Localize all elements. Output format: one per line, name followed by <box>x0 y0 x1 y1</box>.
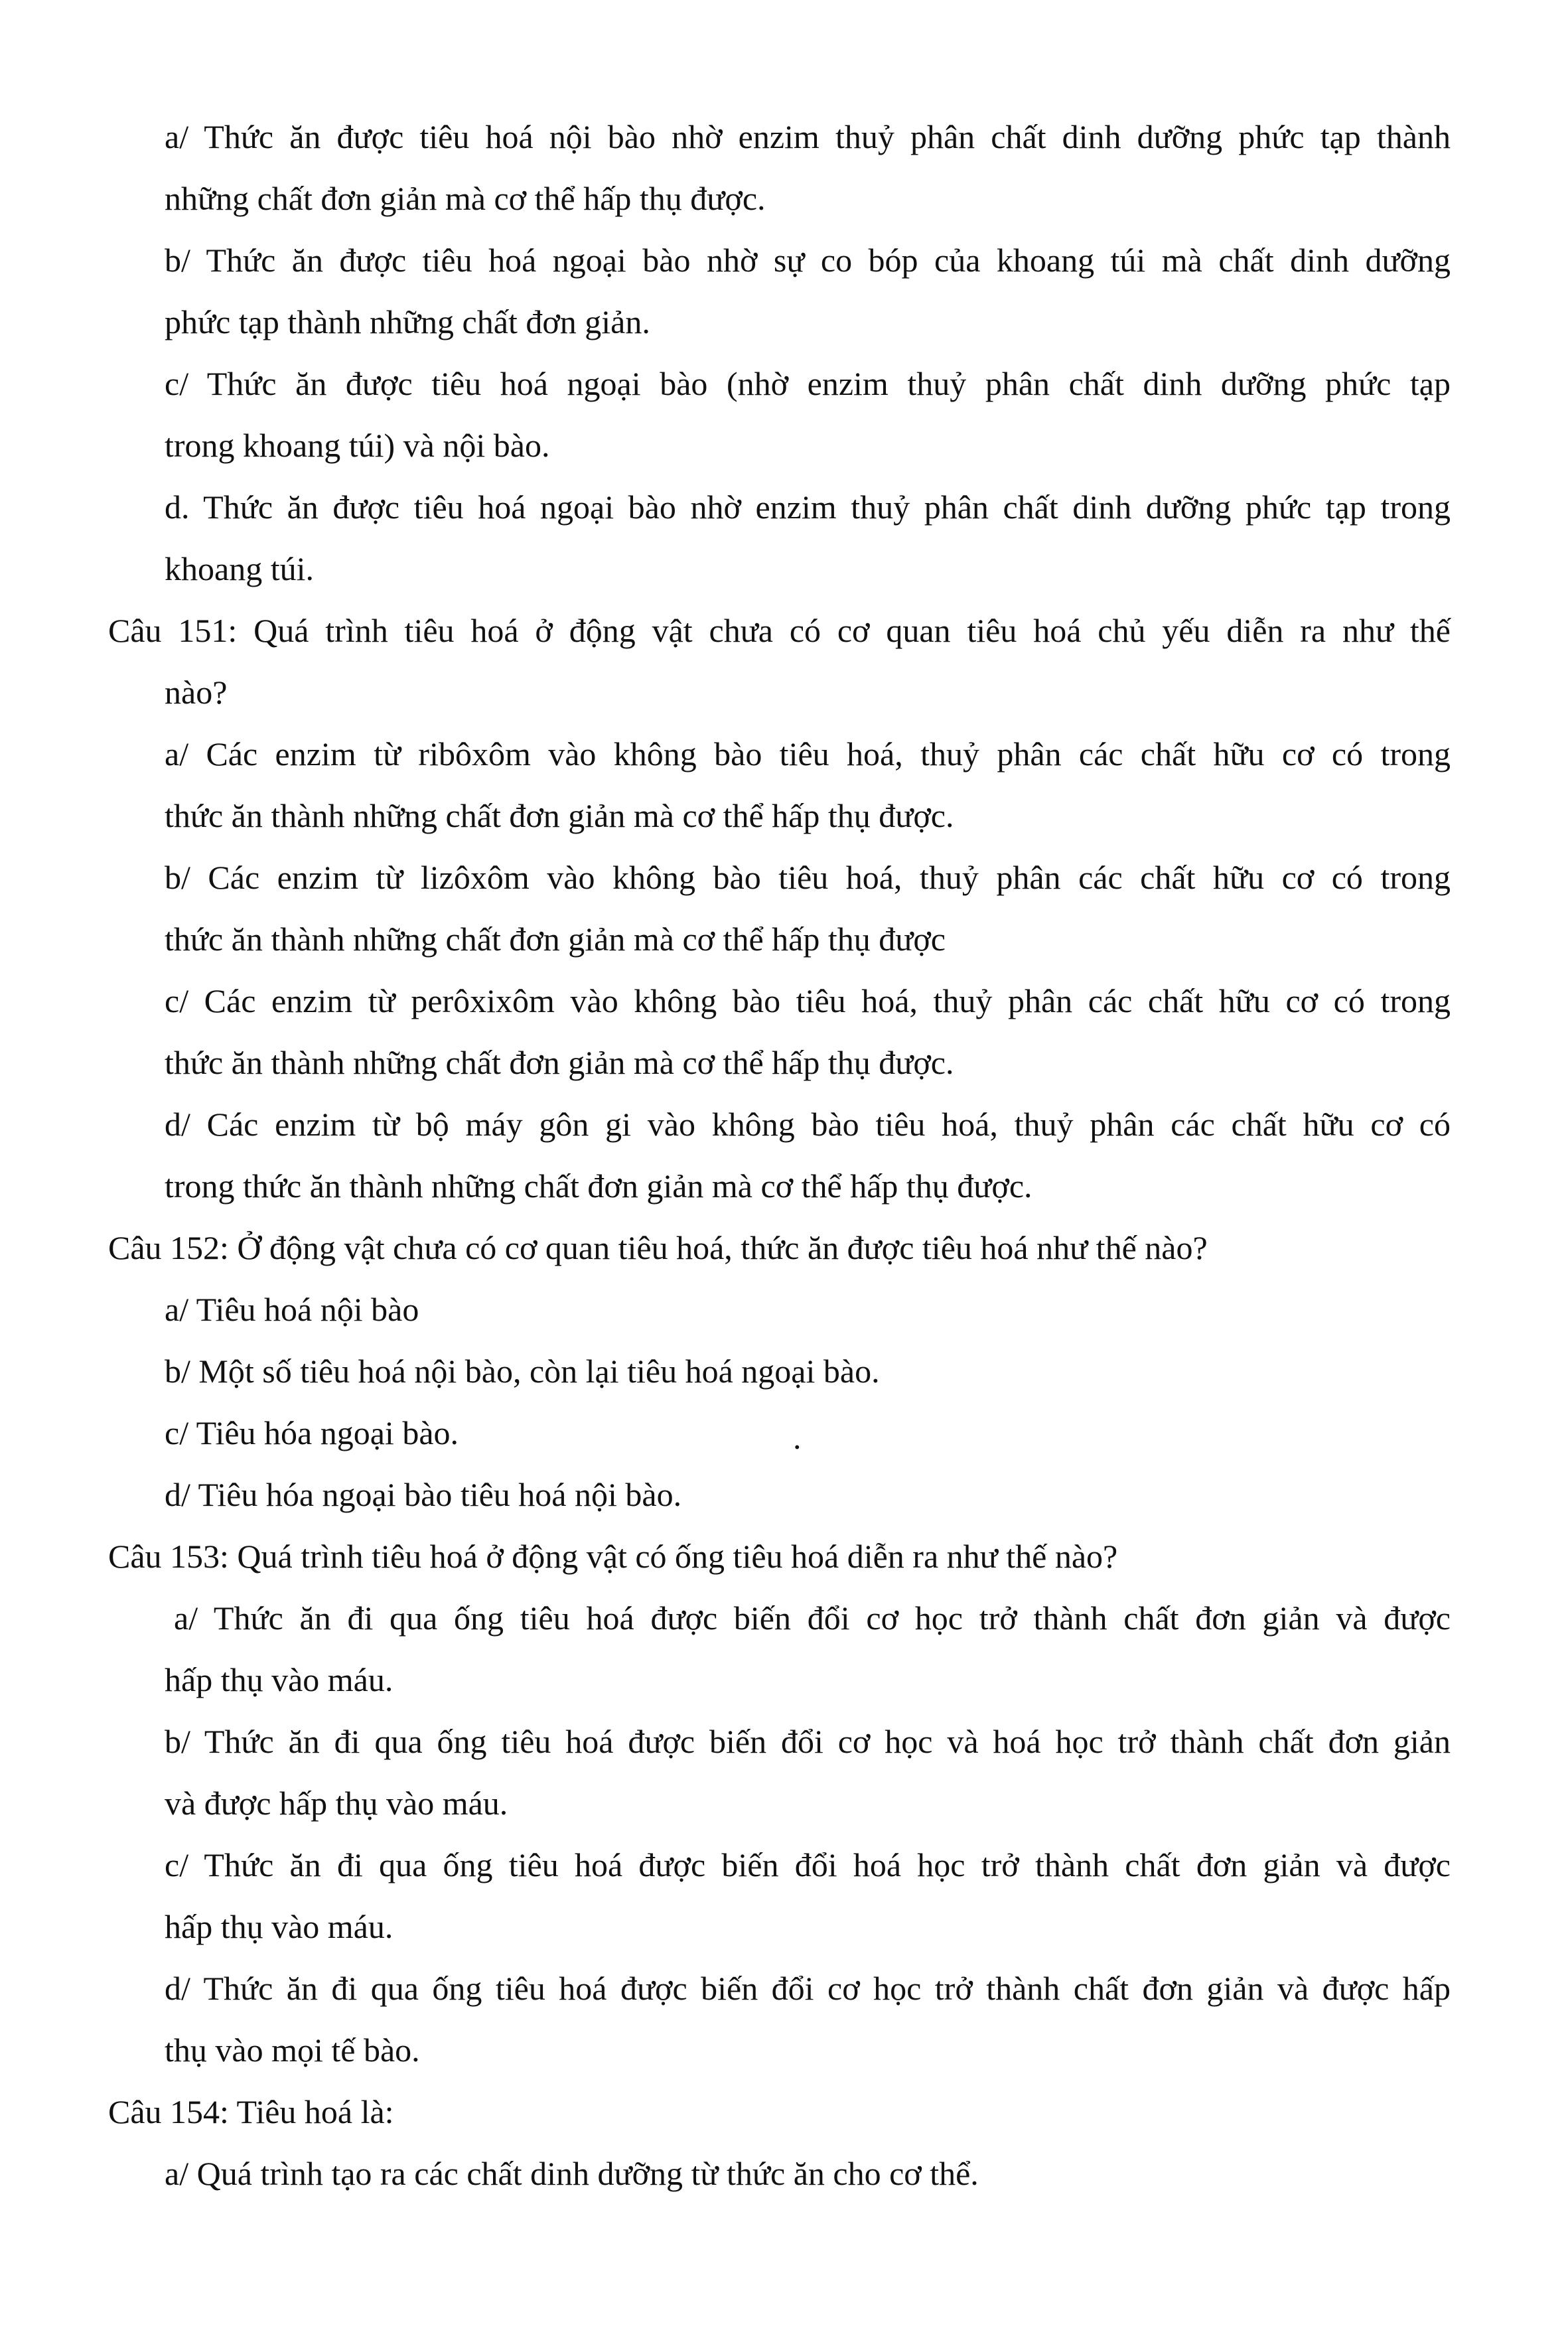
q153-option-a-line1: a/ Thức ăn đi qua ống tiêu hoá được biến đổi cơ học trở thành chất đơn giản và được <box>174 1599 1451 1637</box>
q152-option-a: a/ Tiêu hoá nội bào <box>165 1291 419 1328</box>
q152-stray-dot: . <box>793 1419 802 1456</box>
q151-option-b-line2: thức ăn thành những chất đơn giản mà cơ thể hấp thụ được <box>165 920 946 958</box>
q154-option-a: a/ Quá trình tạo ra các chất dinh dưỡng từ thức ăn cho cơ thể. <box>165 2155 979 2192</box>
q153-option-b-line1: b/ Thức ăn đi qua ống tiêu hoá được biến đổi cơ học và hoá học trở thành chất đơn giản <box>165 1723 1451 1760</box>
q153-option-d-line1: d/ Thức ăn đi qua ống tiêu hoá được biến đổi cơ học trở thành chất đơn giản và được hấp <box>165 1970 1451 2007</box>
q153-option-c-line1: c/ Thức ăn đi qua ống tiêu hoá được biến đổi hoá học trở thành chất đơn giản và được <box>165 1846 1451 1883</box>
q150-option-a-line2: những chất đơn giản mà cơ thể hấp thụ được. <box>165 180 766 217</box>
q150-option-d-line1: d. Thức ăn được tiêu hoá ngoại bào nhờ enzim thuỷ phân chất dinh dưỡng phức tạp trong <box>165 488 1451 526</box>
q152-option-c: c/ Tiêu hóa ngoại bào. <box>165 1414 459 1451</box>
q152-question: Câu 152: Ở động vật chưa có cơ quan tiêu hoá, thức ăn được tiêu hoá như thế nào? <box>108 1229 1208 1266</box>
q151-option-d-line1: d/ Các enzim từ bộ máy gôn gi vào không bào tiêu hoá, thuỷ phân các chất hữu cơ có <box>165 1106 1451 1143</box>
q151-option-b-line1: b/ Các enzim từ lizôxôm vào không bào tiêu hoá, thuỷ phân các chất hữu cơ có trong <box>165 859 1451 896</box>
q150-option-c-line1: c/ Thức ăn được tiêu hoá ngoại bào (nhờ enzim thuỷ phân chất dinh dưỡng phức tạp <box>165 365 1451 402</box>
q150-option-a-line1: a/ Thức ăn được tiêu hoá nội bào nhờ enzim thuỷ phân chất dinh dưỡng phức tạp thành <box>165 118 1451 155</box>
q151-option-c-line1: c/ Các enzim từ perôxixôm vào không bào tiêu hoá, thuỷ phân các chất hữu cơ có trong <box>165 982 1451 1019</box>
q153-question: Câu 153: Quá trình tiêu hoá ở động vật có ống tiêu hoá diễn ra như thế nào? <box>108 1538 1118 1575</box>
q150-option-c-line2: trong khoang túi) và nội bào. <box>165 427 550 464</box>
q152-option-b: b/ Một số tiêu hoá nội bào, còn lại tiêu hoá ngoại bào. <box>165 1353 880 1390</box>
q150-option-b-line1: b/ Thức ăn được tiêu hoá ngoại bào nhờ sự co bóp của khoang túi mà chất dinh dưỡng <box>165 242 1451 279</box>
q153-option-b-line2: và được hấp thụ vào máu. <box>165 1785 508 1822</box>
q151-question-line2: nào? <box>165 674 228 711</box>
q152-option-d: d/ Tiêu hóa ngoại bào tiêu hoá nội bào. <box>165 1476 682 1513</box>
q151-option-a-line2: thức ăn thành những chất đơn giản mà cơ thể hấp thụ được. <box>165 797 954 834</box>
q153-option-a-line2: hấp thụ vào máu. <box>165 1661 393 1698</box>
q151-option-c-line2: thức ăn thành những chất đơn giản mà cơ thể hấp thụ được. <box>165 1044 954 1081</box>
q154-question: Câu 154: Tiêu hoá là: <box>108 2093 394 2130</box>
q151-option-a-line1: a/ Các enzim từ ribôxôm vào không bào tiêu hoá, thuỷ phân các chất hữu cơ có trong <box>165 735 1451 772</box>
q150-option-d-line2: khoang túi. <box>165 550 314 587</box>
q153-option-c-line2: hấp thụ vào máu. <box>165 1908 393 1945</box>
q153-option-d-line2: thụ vào mọi tế bào. <box>165 2031 420 2069</box>
q150-option-b-line2: phức tạp thành những chất đơn giản. <box>165 303 650 340</box>
q151-question-line1: Câu 151: Quá trình tiêu hoá ở động vật chưa có cơ quan tiêu hoá chủ yếu diễn ra như thế <box>108 612 1451 649</box>
q151-option-d-line2: trong thức ăn thành những chất đơn giản mà cơ thể hấp thụ được. <box>165 1167 1033 1205</box>
